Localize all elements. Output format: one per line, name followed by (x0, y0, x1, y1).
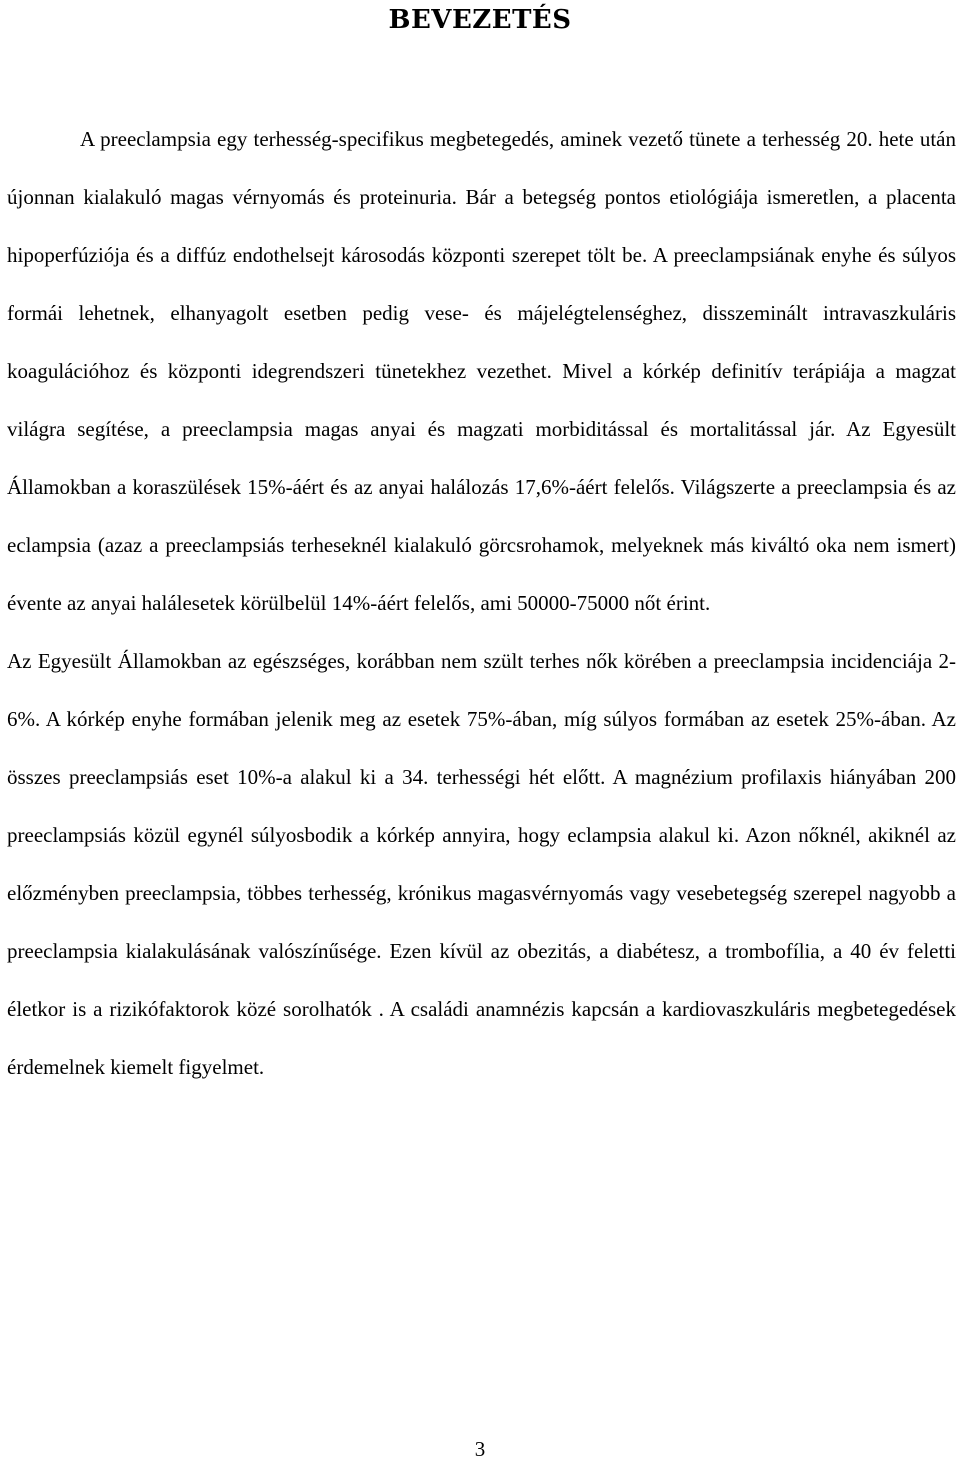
page-title: BEVEZETÉS (388, 5, 572, 35)
paragraph-incidence: Az Egyesült Államokban az egészséges, korábban nem szült terhes nők körében a preeclampsia incidenciája 2-6%. A kórkép enyhe formában jelenik meg az esetek 75%-ában, míg súlyos formában az esetek 25%-ában. Az összes preeclampsiás eset 10%-a alakul ki a 34. terhességi hét előtt. A magnézium profilaxis hiányában 200 preeclampsiás közül egynél súlyosbodik a kórkép annyira, hogy eclampsia alakul ki. Azon nőknél, akiknél az előzményben preeclampsia, többes terhesség, krónikus magasvérnyomás vagy vesebetegség szerepel nagyobb a preeclampsia kialakulásának valószínűsége. Ezen kívül az obezitás, a diabétesz, a trombofília, a 40 év feletti életkor is a rizikófaktorok közé sorolhatók . A családi anamnézis kapcsán a kardiovaszkuláris megbetegedések érdemelnek kiemelt figyelmet. (7, 649, 956, 1079)
paragraph-intro: A preeclampsia egy terhesség-specifikus megbetegedés, aminek vezető tünete a terhesség 20. hete után újonnan kialakuló magas vérnyomás és proteinuria. Bár a betegség pontos etiológiája ismeretlen, a placenta hipoperfúziója és a diffúz endothelsejt károsodás központi szerepet tölt be. A preeclampsiának enyhe és súlyos formái lehetnek, elhanyagolt esetben pedig vese- és májelégtelenséghez, disszeminált intravaszkuláris koagulációhoz és központi idegrendszeri tünetekhez vezethet. Mivel a kórkép definitív terápiája a magzat világra segítése, a preeclampsia magas anyai és magzati morbiditással és mortalitással jár. Az Egyesült Államokban a koraszülések 15%-áért és az anyai halálozás 17,6%-áért felelős. Világszerte a preeclampsia és az eclampsia (azaz a preeclampsiás terheseknél kialakuló görcsrohamok, melyeknek más kiváltó oka nem ismert) évente az anyai halálesetek körülbelül 14%-áért felelős, ami 50000-75000 nőt érint. (7, 127, 956, 615)
page-number: 3 (474, 1437, 486, 1461)
body-text (7, 110, 956, 1096)
